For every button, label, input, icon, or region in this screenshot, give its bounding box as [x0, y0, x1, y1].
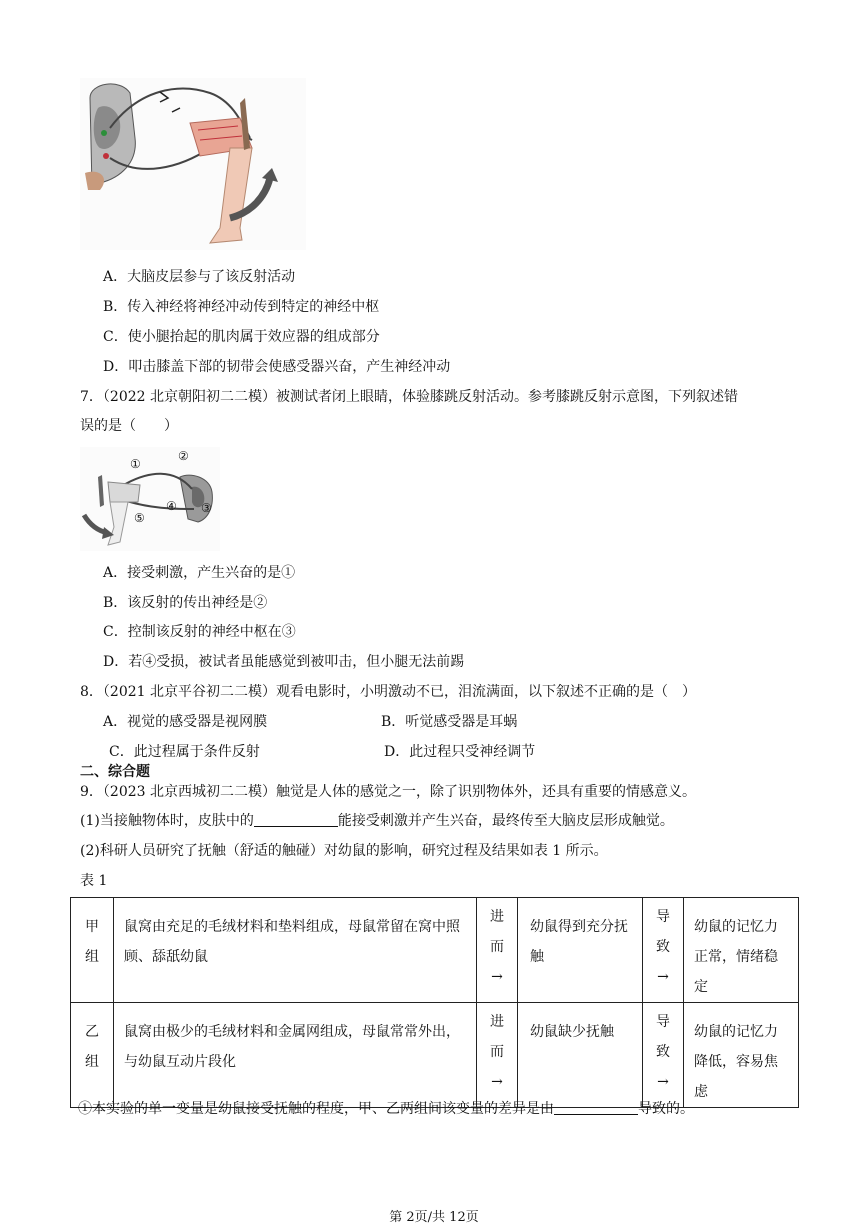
q9-sub1	[78, 1098, 694, 1118]
q7-stem-line1: 7．（2022 北京朝阳初二二模）被测试者闭上眼睛，体验膝跳反射活动。参考膝跳反射示意图，下列叙述错	[80, 389, 738, 405]
q8-option-a: A．视觉的感受器是视网膜	[103, 714, 268, 730]
figure-label-3: ③	[201, 501, 212, 515]
table-row	[71, 898, 799, 1003]
q7-stem-line2: 误的是（ ）	[80, 418, 178, 434]
group-cell: 乙 组	[71, 1003, 114, 1108]
q8-option-b: B．听觉感受器是耳蜗	[381, 714, 518, 730]
section-title: 二、综合题	[80, 764, 150, 780]
q8-option-c: C．此过程属于条件反射	[109, 744, 260, 760]
q7-option-b: B．该反射的传出神经是②	[103, 595, 268, 611]
q7-option-c: C．控制该反射的神经中枢在③	[103, 624, 296, 640]
answer-blank-2[interactable]	[554, 1100, 638, 1115]
q8-option-d: D．此过程只受神经调节	[384, 744, 536, 760]
q7-option-d: D．若④受损，被试者虽能感觉到被叩击，但小腿无法前踢	[103, 654, 465, 670]
q6-option-d: D．叩击膝盖下部的韧带会使感受器兴奋，产生神经冲动	[103, 359, 451, 375]
q8-stem: 8．（2021 北京平谷初二二模）观看电影时，小明激动不已，泪流满面，以下叙述不正确的是（ ）	[80, 684, 696, 700]
figure-label-5: ⑤	[134, 511, 145, 525]
q6-option-b: B．传入神经将神经冲动传到特定的神经中枢	[103, 299, 380, 315]
figure-label-2: ②	[178, 449, 189, 463]
q6-option-a: A．大脑皮层参与了该反射活动	[103, 269, 296, 285]
q9-part1	[80, 810, 674, 830]
result-cell: 幼鼠的记忆力正常，情绪稳定	[684, 898, 799, 1003]
effect-cell: 幼鼠缺少抚触	[518, 1003, 643, 1108]
group-cell: 甲 组	[71, 898, 114, 1003]
experiment-table	[70, 897, 799, 1108]
condition-cell: 鼠窝由充足的毛绒材料和垫料组成，母鼠常留在窝中照顾、舔舐幼鼠	[114, 898, 477, 1003]
arrow-cell: 进 而 →	[477, 1003, 518, 1108]
answer-blank-1[interactable]	[254, 812, 338, 827]
table-row	[71, 1003, 799, 1108]
page-footer: 第 2页/共 12页	[389, 1210, 479, 1225]
table-caption: 表 1	[80, 873, 108, 889]
arrow-cell: 导 致 →	[643, 898, 684, 1003]
q9-part1-before: (1)当接触物体时，皮肤中的	[80, 813, 254, 829]
q9-sub1-before: ①本实验的单一变量是幼鼠接受抚触的程度，甲、乙两组间该变量的差异是由	[78, 1101, 554, 1117]
condition-cell: 鼠窝由极少的毛绒材料和金属网组成，母鼠常常外出，与幼鼠互动片段化	[114, 1003, 477, 1108]
knee-reflex-figure-large	[80, 78, 306, 250]
q6-option-c: C．使小腿抬起的肌肉属于效应器的组成部分	[103, 329, 380, 345]
figure-label-4: ④	[166, 499, 177, 513]
knee-reflex-figure-labeled	[80, 447, 220, 551]
q9-part1-after: 能接受刺激并产生兴奋，最终传至大脑皮层形成触觉。	[337, 813, 674, 829]
q9-part2: (2)科研人员研究了抚触（舒适的触碰）对幼鼠的影响，研究过程及结果如表 1 所示。	[80, 843, 608, 859]
q9-stem: 9．（2023 北京西城初二二模）触觉是人体的感觉之一，除了识别物体外，还具有重要的情感意义。	[80, 784, 696, 800]
arrow-cell: 进 而 →	[477, 898, 518, 1003]
figure-label-1: ①	[130, 457, 141, 471]
result-cell: 幼鼠的记忆力降低，容易焦虑	[684, 1003, 799, 1108]
q7-option-a: A．接受刺激，产生兴奋的是①	[103, 565, 296, 581]
arrow-cell: 导 致 →	[643, 1003, 684, 1108]
effect-cell: 幼鼠得到充分抚触	[518, 898, 643, 1003]
q9-sub1-after: 导致的。	[638, 1101, 694, 1117]
